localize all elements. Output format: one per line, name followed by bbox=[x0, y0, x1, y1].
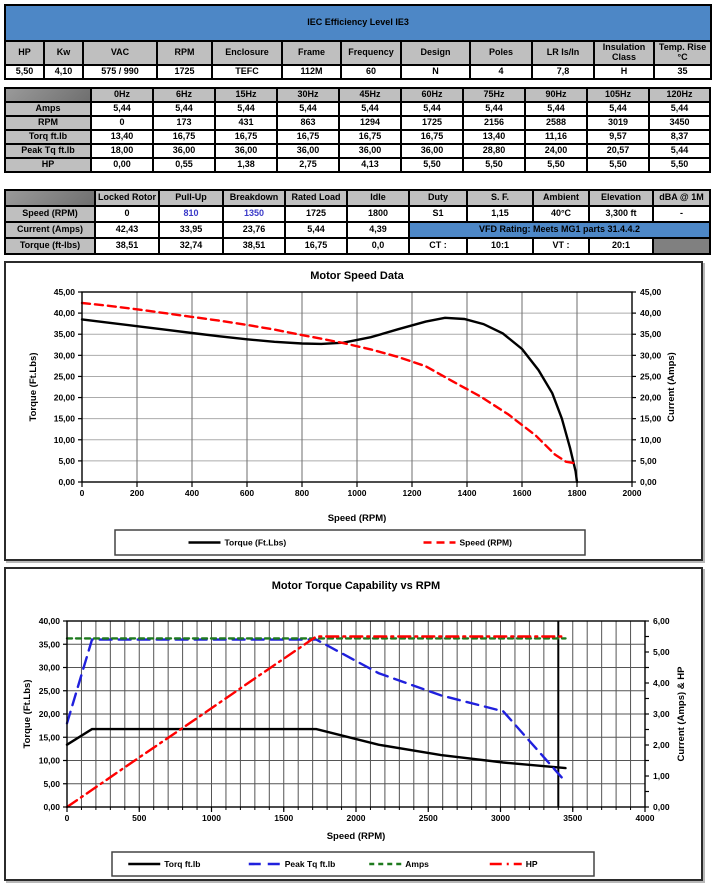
svg-text:Torque (Ft.Lbs): Torque (Ft.Lbs) bbox=[22, 679, 33, 749]
cell: 5,50 bbox=[587, 158, 649, 172]
cell: 173 bbox=[153, 116, 215, 130]
cell: 13,40 bbox=[91, 130, 153, 144]
svg-text:6,00: 6,00 bbox=[653, 615, 670, 626]
cell: 24,00 bbox=[525, 144, 587, 158]
cell: 810 bbox=[159, 206, 223, 222]
svg-text:5,00: 5,00 bbox=[640, 455, 657, 466]
cell: 5,44 bbox=[649, 102, 710, 116]
svg-text:200: 200 bbox=[129, 487, 145, 498]
cell: 7,8 bbox=[532, 65, 594, 79]
svg-text:Peak Tq ft.lb: Peak Tq ft.lb bbox=[284, 858, 336, 869]
svg-text:0: 0 bbox=[79, 487, 85, 498]
cell: Kw bbox=[44, 41, 83, 65]
cell: 3019 bbox=[587, 116, 649, 130]
cell: 16,75 bbox=[401, 130, 463, 144]
svg-text:Torq ft.lb: Torq ft.lb bbox=[164, 858, 201, 869]
cell: Locked Rotor bbox=[95, 190, 159, 206]
cell: 575 / 990 bbox=[83, 65, 157, 79]
svg-text:30,00: 30,00 bbox=[38, 662, 60, 673]
svg-text:15,00: 15,00 bbox=[38, 731, 60, 742]
svg-text:1,00: 1,00 bbox=[653, 770, 670, 781]
cell: 36,00 bbox=[215, 144, 277, 158]
cell: 1350 bbox=[223, 206, 285, 222]
cell: VAC bbox=[83, 41, 157, 65]
svg-text:2000: 2000 bbox=[346, 812, 366, 823]
cell: 863 bbox=[277, 116, 339, 130]
cell: dBA @ 1M bbox=[653, 190, 710, 206]
svg-text:2500: 2500 bbox=[418, 812, 438, 823]
cell: 1725 bbox=[401, 116, 463, 130]
cell: Frame bbox=[282, 41, 341, 65]
svg-text:35,00: 35,00 bbox=[53, 328, 75, 339]
cell: VT : bbox=[533, 238, 589, 254]
svg-text:2000: 2000 bbox=[622, 487, 642, 498]
cell: 5,44 bbox=[649, 144, 710, 158]
cell: Design bbox=[401, 41, 470, 65]
cell: CT : bbox=[409, 238, 467, 254]
cell: 4,13 bbox=[339, 158, 401, 172]
cell: RPM bbox=[5, 116, 91, 130]
cell: 4,10 bbox=[44, 65, 83, 79]
svg-text:40,00: 40,00 bbox=[53, 307, 75, 318]
svg-text:10,00: 10,00 bbox=[53, 434, 75, 445]
cell: 20:1 bbox=[589, 238, 653, 254]
cell: 105Hz bbox=[587, 88, 649, 102]
cell: 5,44 bbox=[215, 102, 277, 116]
cell: 13,40 bbox=[463, 130, 525, 144]
cell: 1800 bbox=[347, 206, 409, 222]
svg-text:Amps: Amps bbox=[405, 858, 429, 869]
svg-text:Motor Speed Data: Motor Speed Data bbox=[310, 269, 404, 282]
cell: - bbox=[653, 206, 710, 222]
svg-text:3500: 3500 bbox=[563, 812, 583, 823]
cell: HP bbox=[5, 41, 44, 65]
cell: 16,75 bbox=[339, 130, 401, 144]
svg-text:2,00: 2,00 bbox=[653, 739, 670, 750]
svg-text:1500: 1500 bbox=[274, 812, 294, 823]
cell: Amps bbox=[5, 102, 91, 116]
cell: 36,00 bbox=[153, 144, 215, 158]
svg-text:40,00: 40,00 bbox=[640, 307, 662, 318]
cell: Enclosure bbox=[212, 41, 282, 65]
svg-text:3000: 3000 bbox=[491, 812, 510, 823]
cell: 5,44 bbox=[401, 102, 463, 116]
svg-text:25,00: 25,00 bbox=[640, 371, 662, 382]
cell: 4 bbox=[470, 65, 532, 79]
cell bbox=[5, 88, 91, 102]
svg-text:0,00: 0,00 bbox=[653, 801, 670, 812]
svg-text:35,00: 35,00 bbox=[38, 638, 60, 649]
cell: 5,44 bbox=[277, 102, 339, 116]
cell: Ambient bbox=[533, 190, 589, 206]
svg-text:1800: 1800 bbox=[567, 487, 587, 498]
cell: 0Hz bbox=[91, 88, 153, 102]
svg-text:1000: 1000 bbox=[347, 487, 367, 498]
cell: 10:1 bbox=[467, 238, 533, 254]
cell: 45Hz bbox=[339, 88, 401, 102]
cell: H bbox=[594, 65, 654, 79]
torque-capability-chart-panel bbox=[4, 567, 703, 881]
cell: 33,95 bbox=[159, 222, 223, 238]
svg-text:400: 400 bbox=[184, 487, 200, 498]
cell: 120Hz bbox=[649, 88, 710, 102]
cell: 16,75 bbox=[285, 238, 347, 254]
cell: 15Hz bbox=[215, 88, 277, 102]
cell: 35 bbox=[654, 65, 711, 79]
cell: 60 bbox=[341, 65, 401, 79]
svg-text:0,00: 0,00 bbox=[43, 801, 60, 812]
cell: Frequency bbox=[341, 41, 401, 65]
svg-text:Torque (Ft.Lbs): Torque (Ft.Lbs) bbox=[28, 352, 39, 422]
svg-text:30,00: 30,00 bbox=[53, 350, 75, 361]
cell bbox=[653, 238, 710, 254]
iec-banner: IEC Efficiency Level IE3 bbox=[5, 5, 711, 41]
cell: 1725 bbox=[157, 65, 212, 79]
svg-text:Speed (RPM): Speed (RPM) bbox=[327, 512, 387, 524]
cell: 36,00 bbox=[277, 144, 339, 158]
cell: 1294 bbox=[339, 116, 401, 130]
cell: 3450 bbox=[649, 116, 710, 130]
cell: 36,00 bbox=[401, 144, 463, 158]
cell: S. F. bbox=[467, 190, 533, 206]
svg-text:30,00: 30,00 bbox=[640, 350, 662, 361]
cell: 3,300 ft bbox=[589, 206, 653, 222]
cell: 20,57 bbox=[587, 144, 649, 158]
cell: 40°C bbox=[533, 206, 589, 222]
svg-text:20,00: 20,00 bbox=[53, 392, 75, 403]
cell: 28,80 bbox=[463, 144, 525, 158]
cell: 60Hz bbox=[401, 88, 463, 102]
svg-text:25,00: 25,00 bbox=[38, 685, 60, 696]
cell: 32,74 bbox=[159, 238, 223, 254]
svg-text:5,00: 5,00 bbox=[43, 778, 60, 789]
svg-text:1200: 1200 bbox=[402, 487, 422, 498]
cell: Insulation Class bbox=[594, 41, 654, 65]
cell: S1 bbox=[409, 206, 467, 222]
svg-text:Motor Torque Capability vs RPM: Motor Torque Capability vs RPM bbox=[271, 579, 441, 592]
motor-speed-chart-panel bbox=[4, 261, 703, 561]
cell: 38,51 bbox=[95, 238, 159, 254]
svg-text:15,00: 15,00 bbox=[640, 413, 662, 424]
cell: 4,39 bbox=[347, 222, 409, 238]
cell: Poles bbox=[470, 41, 532, 65]
cell: 11,16 bbox=[525, 130, 587, 144]
cell: 6Hz bbox=[153, 88, 215, 102]
svg-text:3,00: 3,00 bbox=[653, 708, 670, 719]
cell: 2588 bbox=[525, 116, 587, 130]
svg-text:600: 600 bbox=[239, 487, 255, 498]
svg-text:10,00: 10,00 bbox=[640, 434, 662, 445]
svg-text:Torque (Ft.Lbs): Torque (Ft.Lbs) bbox=[224, 537, 287, 548]
cell: 0,55 bbox=[153, 158, 215, 172]
cell: LR Is/In bbox=[532, 41, 594, 65]
svg-text:0,00: 0,00 bbox=[58, 476, 75, 487]
torque-capability-chart bbox=[6, 569, 701, 879]
cell: 18,00 bbox=[91, 144, 153, 158]
cell: 0 bbox=[91, 116, 153, 130]
cell: 75Hz bbox=[463, 88, 525, 102]
cell: 36,00 bbox=[339, 144, 401, 158]
cell: Rated Load bbox=[285, 190, 347, 206]
svg-text:0,00: 0,00 bbox=[640, 476, 657, 487]
cell: Elevation bbox=[589, 190, 653, 206]
cell: 5,44 bbox=[339, 102, 401, 116]
cell: Peak Tq ft.lb bbox=[5, 144, 91, 158]
spec-table bbox=[4, 4, 712, 80]
svg-text:1400: 1400 bbox=[457, 487, 477, 498]
svg-text:40,00: 40,00 bbox=[38, 615, 60, 626]
cell: 0 bbox=[95, 206, 159, 222]
cell: 90Hz bbox=[525, 88, 587, 102]
motor-speed-chart bbox=[6, 263, 701, 559]
svg-text:15,00: 15,00 bbox=[53, 413, 75, 424]
cell: 431 bbox=[215, 116, 277, 130]
cell: 5,44 bbox=[285, 222, 347, 238]
cell: Current (Amps) bbox=[5, 222, 95, 238]
cell: 2156 bbox=[463, 116, 525, 130]
cell: 112M bbox=[282, 65, 341, 79]
cell: 16,75 bbox=[215, 130, 277, 144]
cell: N bbox=[401, 65, 470, 79]
svg-text:Current (Amps) & HP: Current (Amps) & HP bbox=[676, 666, 687, 762]
cell: Torque (ft-lbs) bbox=[5, 238, 95, 254]
cell: 0,00 bbox=[91, 158, 153, 172]
svg-text:35,00: 35,00 bbox=[640, 328, 662, 339]
cell: 1,15 bbox=[467, 206, 533, 222]
svg-text:Speed (RPM): Speed (RPM) bbox=[459, 537, 512, 548]
cell: 16,75 bbox=[153, 130, 215, 144]
svg-text:25,00: 25,00 bbox=[53, 371, 75, 382]
cell: 2,75 bbox=[277, 158, 339, 172]
cell: 30Hz bbox=[277, 88, 339, 102]
cell: 5,44 bbox=[463, 102, 525, 116]
cell: Breakdown bbox=[223, 190, 285, 206]
cell: 16,75 bbox=[277, 130, 339, 144]
cell: HP bbox=[5, 158, 91, 172]
cell: 5,50 bbox=[463, 158, 525, 172]
cell: 5,44 bbox=[525, 102, 587, 116]
cell: 1,38 bbox=[215, 158, 277, 172]
cell: Idle bbox=[347, 190, 409, 206]
cell: Speed (RPM) bbox=[5, 206, 95, 222]
svg-text:20,00: 20,00 bbox=[640, 392, 662, 403]
svg-text:4,00: 4,00 bbox=[653, 677, 670, 688]
cell: 8,37 bbox=[649, 130, 710, 144]
cell: 5,50 bbox=[5, 65, 44, 79]
cell: 5,50 bbox=[525, 158, 587, 172]
cell: 1725 bbox=[285, 206, 347, 222]
cell: Duty bbox=[409, 190, 467, 206]
svg-text:5,00: 5,00 bbox=[653, 646, 670, 657]
svg-text:10,00: 10,00 bbox=[38, 755, 60, 766]
svg-text:1600: 1600 bbox=[512, 487, 532, 498]
cell: Temp. Rise °C bbox=[654, 41, 711, 65]
svg-text:0: 0 bbox=[64, 812, 70, 823]
cell: 42,43 bbox=[95, 222, 159, 238]
cell: Torq ft.lb bbox=[5, 130, 91, 144]
svg-text:Speed (RPM): Speed (RPM) bbox=[326, 830, 386, 842]
performance-table bbox=[4, 189, 711, 255]
cell: 5,44 bbox=[91, 102, 153, 116]
cell: 5,50 bbox=[649, 158, 710, 172]
svg-text:500: 500 bbox=[132, 812, 147, 823]
svg-text:45,00: 45,00 bbox=[53, 286, 75, 297]
cell: 23,76 bbox=[223, 222, 285, 238]
cell: RPM bbox=[157, 41, 212, 65]
svg-text:20,00: 20,00 bbox=[38, 708, 60, 719]
cell: TEFC bbox=[212, 65, 282, 79]
cell: 5,44 bbox=[587, 102, 649, 116]
svg-text:800: 800 bbox=[294, 487, 310, 498]
cell: 9,57 bbox=[587, 130, 649, 144]
cell bbox=[5, 190, 95, 206]
svg-text:45,00: 45,00 bbox=[640, 286, 662, 297]
svg-text:1000: 1000 bbox=[202, 812, 221, 823]
svg-text:4000: 4000 bbox=[635, 812, 655, 823]
svg-text:5,00: 5,00 bbox=[58, 455, 75, 466]
cell: 5,44 bbox=[153, 102, 215, 116]
svg-text:HP: HP bbox=[525, 858, 538, 869]
vfd-banner: VFD Rating: Meets MG1 parts 31.4.4.2 bbox=[409, 222, 710, 238]
cell: 38,51 bbox=[223, 238, 285, 254]
cell: Pull-Up bbox=[159, 190, 223, 206]
frequency-table bbox=[4, 87, 711, 173]
svg-text:Current (Amps): Current (Amps) bbox=[666, 351, 677, 422]
cell: 5,50 bbox=[401, 158, 463, 172]
cell: 0,0 bbox=[347, 238, 409, 254]
